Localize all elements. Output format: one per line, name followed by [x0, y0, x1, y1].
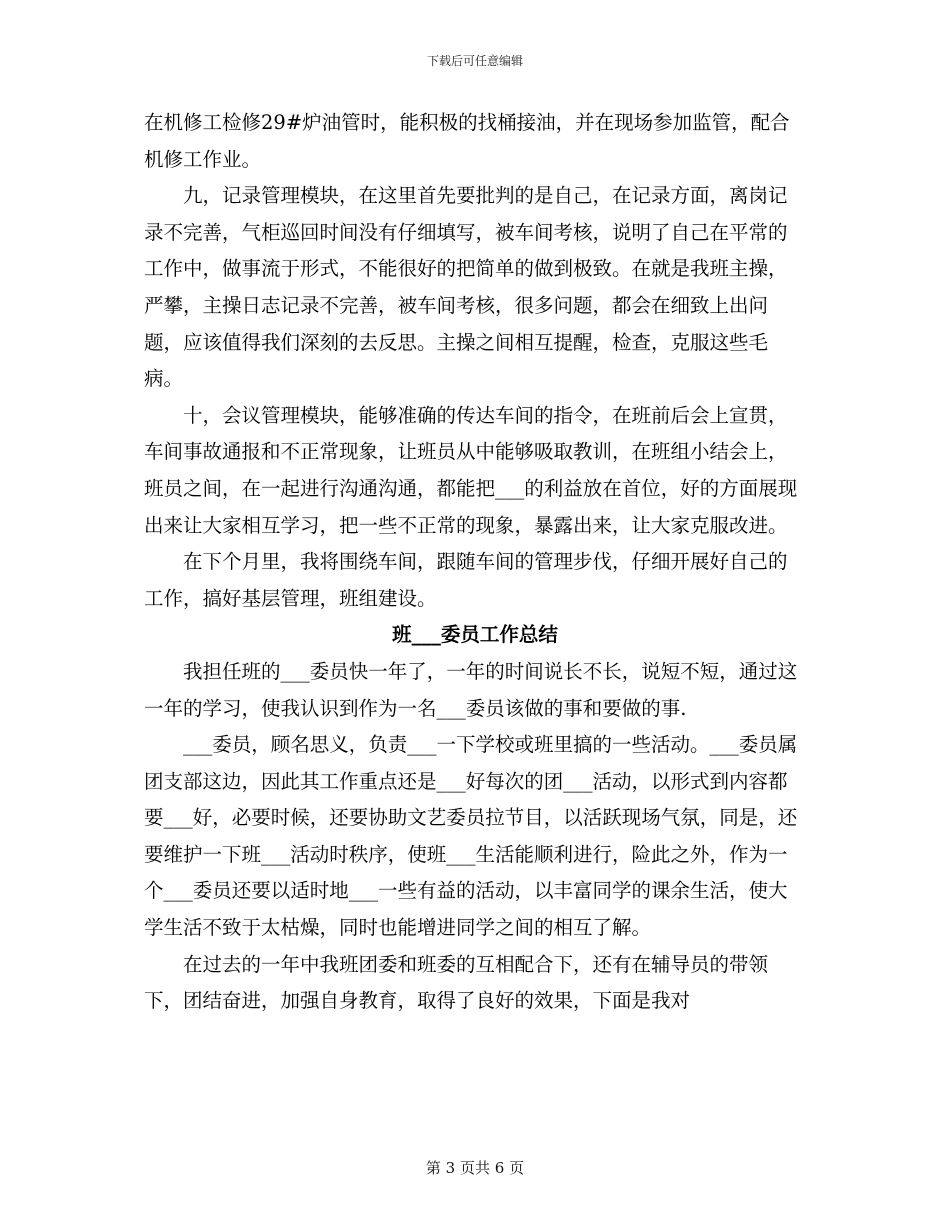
paragraph-record-management: 九，记录管理模块，在这里首先要批判的是自己，在记录方面，离岗记录不完善，气柜巡回时间没有仔细填写，被车间考核，说明了自己在平常的工作中，做事流于形式，不能很好的把简单的做到极致。在就是我班主操，严攀，主操日志记录不完善，被车间考核，很多问题，都会在细致上出问题，应该值得我们深刻的去反思。主操之间相互提醒，检查，克服这些毛病。	[144, 184, 788, 391]
paragraph-section-duties: ___委员，顾名思义，负责___一下学校或班里搞的一些活动。___委员属团支部这边，因此其工作重点还是___好每次的团___活动，以形式到内容都要___好，必要时候，还要协助文艺委员拉节目，以活跃现场气氛，同是，还要维护一下班___活动时秩序，使班___生活能顺利进行，险此之外，作为一个___委员还要以适时地___一些有益的活动，以丰富同学的课余生活，使大学生活不致于太枯燥，同时也能增进同学之间的相互了解。	[144, 733, 798, 940]
section-title: 班___委员工作总结	[392, 623, 558, 647]
document-body	[144, 105, 806, 1020]
page-header: 下载后可任意编辑	[426, 54, 523, 68]
paragraph-meeting-management: 十，会议管理模块，能够准确的传达车间的指令，在班前后会上宣贯，车间事故通报和不正常现象，让班员从中能够吸取教训，在班组小结会上，班员之间，在一起进行沟通沟通，都能把___的利益放在首位，好的方面展现出来让大家相互学习，把一些不正常的现象，暴露出来，让大家克服改进。	[144, 403, 798, 537]
paragraph-section-review: 在过去的一年中我班团委和班委的互相配合下，还有在辅导员的带领下，团结奋进，加强自身教育，取得了良好的效果，下面是我对	[144, 952, 769, 1013]
paragraph-next-month-plan: 在下个月里，我将围绕车间，跟随车间的管理步伐，仔细开展好自己的工作，搞好基层管理，班组建设。	[144, 550, 788, 610]
page-footer: 第 3 页共 6 页	[425, 1159, 525, 1177]
paragraph-continuation: 在机修工检修29#炉油管时，能积极的找桶接油，并在现场参加监管，配合机修工作业。	[144, 111, 790, 171]
paragraph-section-intro: 我担任班的___委员快一年了，一年的时间说长不长，说短不短，通过这一年的学习，使我认识到作为一名___委员该做的事和要做的事.	[144, 659, 798, 720]
